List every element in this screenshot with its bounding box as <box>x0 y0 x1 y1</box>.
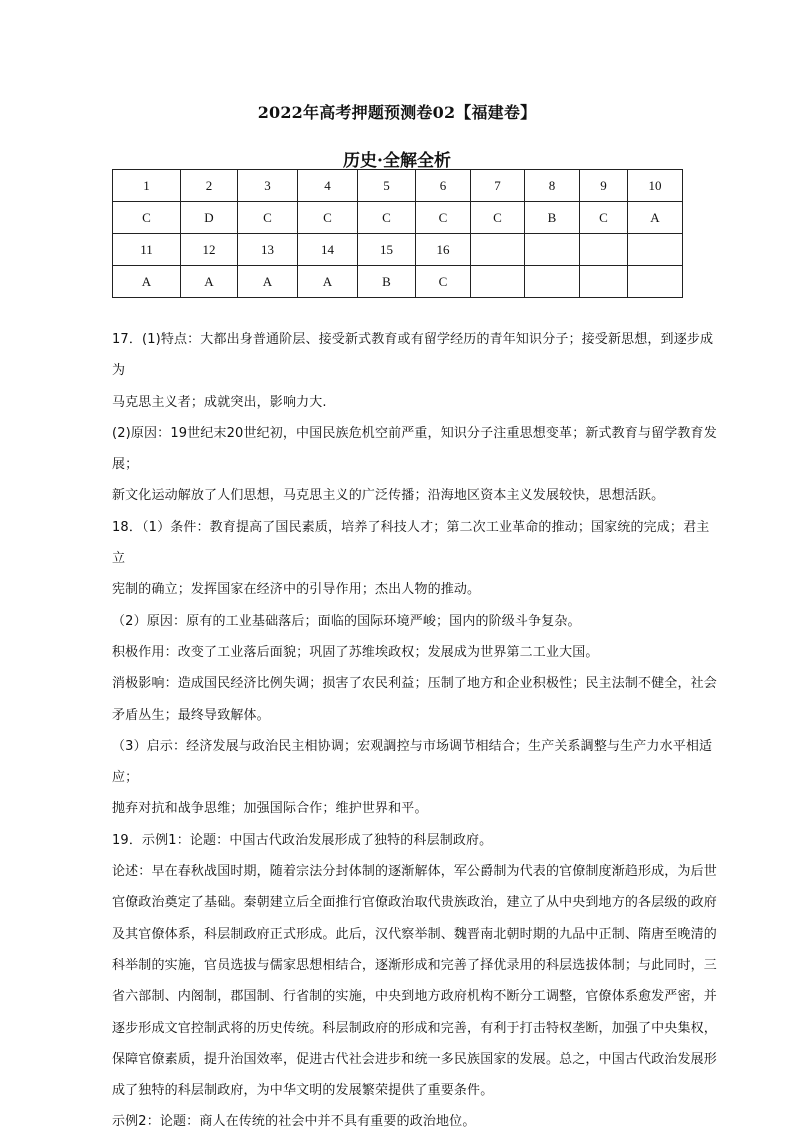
table-cell: 9 <box>580 170 628 202</box>
paragraph-line: 19．示例1：论题：中国古代政治发展形成了独特的科层制政府。 <box>112 832 493 848</box>
paragraph-line: 逐步形成文官控制武将的历史传统。科层制政府的形成和完善，有利于打击特权垄断，加强了中央集权， <box>112 1020 717 1036</box>
table-cell: A <box>113 266 181 298</box>
table-cell <box>580 266 628 298</box>
table-cell: 2 <box>181 170 238 202</box>
answer-table <box>112 169 683 298</box>
paragraph-line: 保障官僚素质，提升治国效率，促进古代社会进步和统一多民族国家的发展。总之，中国古代政治发展形 <box>112 1051 717 1067</box>
table-cell: B <box>525 202 580 234</box>
table-cell: C <box>113 202 181 234</box>
answer-table-row-numbers-1 <box>113 170 683 202</box>
paragraph-line: 科举制的实施，官员选拔与儒家思想相结合，逐渐形成和完善了择优录用的科层选拔体制；与此同时，三 <box>112 957 717 973</box>
table-cell: 8 <box>525 170 580 202</box>
paragraph-line: 宪制的确立；发挥国家在经济中的引导作用；杰出人物的推动。 <box>112 582 481 598</box>
paragraph-line: 18．（1）条件：教育提高了国民素质，培养了科技人才；第二次工业革命的推动；国家统的完成；君主立 <box>112 519 710 567</box>
paragraph-line: 示例2：论题：商人在传统的社会中并不具有重要的政治地位。 <box>112 1114 476 1130</box>
table-cell <box>471 266 525 298</box>
table-cell: 15 <box>358 234 416 266</box>
table-cell: C <box>580 202 628 234</box>
paragraph-line: 论述：早在春秋战国时期，随着宗法分封体制的逐渐解体，军公爵制为代表的官僚制度渐趋形成，为后世 <box>112 864 717 880</box>
table-cell: A <box>628 202 683 234</box>
table-cell: C <box>416 266 471 298</box>
paragraph-line: （3）启示：经济发展与政治民主相协调；宏观調控与市场调节相结合；生产关系調整与生产力水平相适应； <box>112 738 713 786</box>
table-cell <box>628 266 683 298</box>
paragraph-line: （2）原因：原有的工业基础落后；面临的国际环境严峻；国内的阶级斗争复杂。 <box>112 613 581 629</box>
table-cell: 7 <box>471 170 525 202</box>
table-cell: C <box>298 202 358 234</box>
table-cell: 14 <box>298 234 358 266</box>
table-cell: 13 <box>238 234 298 266</box>
table-cell <box>628 234 683 266</box>
table-cell: C <box>238 202 298 234</box>
answer-table-row-answers-2 <box>113 266 683 298</box>
table-cell: C <box>358 202 416 234</box>
table-cell <box>525 234 580 266</box>
paragraph-line: 官僚政治奠定了基础。秦朝建立后全面推行官僚政治取代贵族政治，建立了从中央到地方的各层级的政府 <box>112 895 717 911</box>
answer-explanations <box>112 324 722 1138</box>
table-cell <box>525 266 580 298</box>
table-cell: C <box>471 202 525 234</box>
paragraph-line: 马克思主义者；成就突出，影响力大. <box>112 394 327 410</box>
table-cell <box>580 234 628 266</box>
paragraph-line: 抛弃对抗和战争思维；加强国际合作；维护世界和平。 <box>112 801 428 817</box>
paragraph-line: 积极作用：改变了工业落后面貌；巩固了苏维埃政权；发展成为世界第二工业大国。 <box>112 644 599 660</box>
paragraph-line: 及其官僚体系，科层制政府正式形成。此后，汉代察举制、魏晋南北朝时期的九品中正制、隋唐至晚清的 <box>112 926 717 942</box>
answer-table-row-numbers-2 <box>113 234 683 266</box>
table-cell: B <box>358 266 416 298</box>
document-title: 2022年高考押题预测卷02【福建卷】 <box>257 103 537 122</box>
table-cell: 6 <box>416 170 471 202</box>
table-cell: 10 <box>628 170 683 202</box>
paragraph-line: 成了独特的科层制政府，为中华文明的发展繁荣提供了重要条件。 <box>112 1083 494 1099</box>
table-cell: A <box>238 266 298 298</box>
table-cell: C <box>416 202 471 234</box>
paragraph-line: 新文化运动解放了人们思想，马克思主义的广泛传播；沿海地区资本主义发展较快，思想活跃。 <box>112 488 665 504</box>
table-cell: 5 <box>358 170 416 202</box>
paragraph-line: 消极影响：造成国民经济比例失调；损害了农民利益；压制了地方和企业积极性；民主法制不健全，社会 <box>112 676 717 692</box>
table-cell: 11 <box>113 234 181 266</box>
table-cell: A <box>181 266 238 298</box>
table-cell: 3 <box>238 170 298 202</box>
paragraph-line: (2)原因：19世纪末20世纪初，中国民族危机空前严重，知识分子注重思想变革；新式教育与留学教育发展； <box>112 425 717 473</box>
paragraph-line: 省六部制、内阁制，郡国制、行省制的实施，中央到地方政府机构不断分工调整，官僚体系愈发严密，并 <box>112 989 717 1005</box>
table-cell: 16 <box>416 234 471 266</box>
table-cell <box>471 234 525 266</box>
table-cell: D <box>181 202 238 234</box>
table-cell: A <box>298 266 358 298</box>
table-cell: 1 <box>113 170 181 202</box>
table-cell: 4 <box>298 170 358 202</box>
answer-table-row-answers-1 <box>113 202 683 234</box>
paragraph-line: 17．(1)特点：大都出身普通阶层、接受新式教育或有留学经历的青年知识分子；接受新思想，到逐步成为 <box>112 332 714 379</box>
table-cell: 12 <box>181 234 238 266</box>
paragraph-line: 矛盾丛生；最终导致解体。 <box>112 707 270 723</box>
document-subtitle: 历史·全解全析 <box>343 151 451 171</box>
